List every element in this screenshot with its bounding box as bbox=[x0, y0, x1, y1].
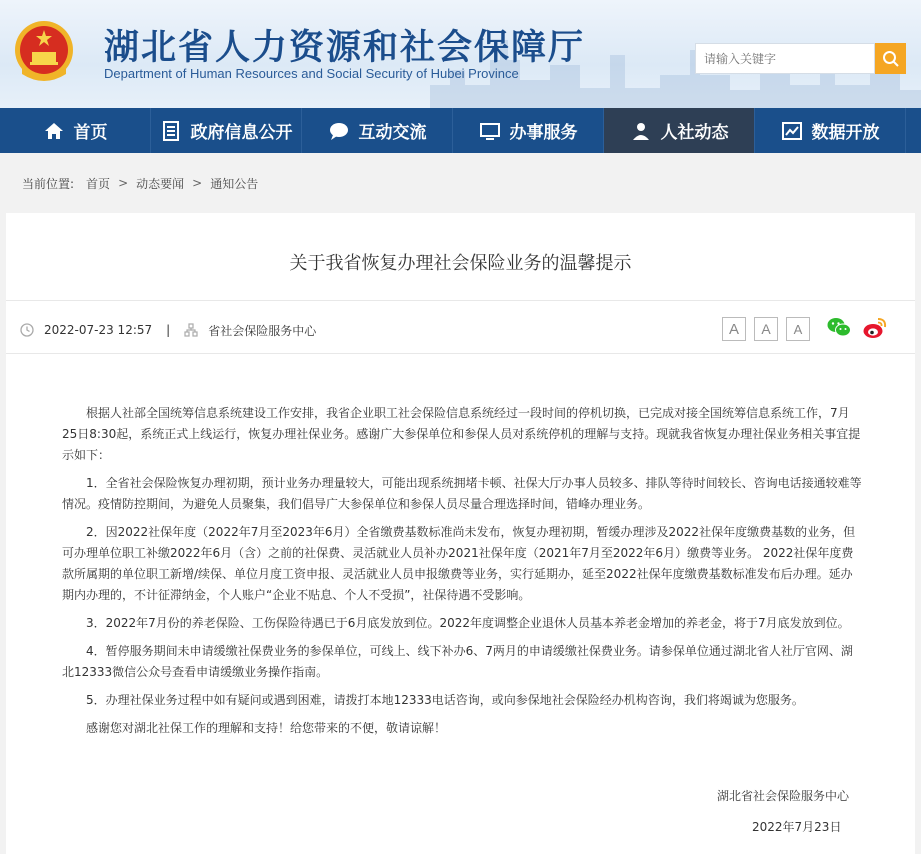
nav-item-services[interactable] bbox=[453, 108, 604, 153]
article-paragraph: 根据人社部全国统筹信息系统建设工作安排，我省企业职工社会保险信息系统经过一段时间的停机切换，已完成对接全国统筹信息系统工作，7月25日8:30起，系统正式上线运行，恢复办理社保业务。感谢广大参保单位和参保人员对系统停机的理解与支持。现就我省恢复办理社保业务相关事宜提示如下： bbox=[62, 406, 861, 462]
monitor-icon bbox=[479, 120, 501, 142]
signature-date: 2022年7月23日 bbox=[752, 820, 842, 834]
breadcrumb-home[interactable]: 首页 bbox=[86, 176, 111, 191]
article-paragraph: 5．办理社保业务过程中如有疑问或遇到困难，请拨打本地12333电话咨询，或向参保地社会保险经办机构咨询，我们将竭诚为您服务。 bbox=[86, 693, 804, 707]
meta-divider: | bbox=[166, 323, 171, 337]
share-buttons bbox=[826, 315, 888, 341]
article-paragraph: 4．暂停服务期间未申请缓缴社保费业务的参保单位，可线上、线下补办6、7两月的申请缓缴社保费业务。请参保单位通过湖北省人社厅官网、湖北12333微信公众号查看申请缓缴业务操作指南。 bbox=[62, 644, 853, 679]
signature-org: 湖北省社会保险服务中心 bbox=[717, 789, 850, 803]
breadcrumb-news[interactable]: 动态要闻 bbox=[136, 176, 185, 191]
font-size-small-button[interactable]: A bbox=[786, 317, 810, 341]
article-paragraph: 感谢您对湖北社保工作的理解和支持！给您带来的不便，敬请谅解！ bbox=[86, 721, 447, 735]
divider bbox=[6, 300, 915, 301]
weibo-icon[interactable] bbox=[862, 315, 888, 341]
font-size-controls bbox=[722, 317, 810, 341]
site-subtitle-en: Department of Human Resources and Social Security of Hubei Province bbox=[104, 66, 519, 81]
breadcrumb bbox=[0, 153, 921, 213]
home-icon bbox=[43, 120, 65, 142]
breadcrumb-notices[interactable]: 通知公告 bbox=[210, 176, 259, 191]
wechat-icon[interactable] bbox=[826, 315, 852, 341]
person-icon bbox=[630, 120, 652, 142]
organization-icon bbox=[184, 323, 198, 337]
nav-label: 首页 bbox=[73, 123, 108, 143]
search-input[interactable] bbox=[695, 43, 875, 74]
chat-bubble-icon bbox=[328, 120, 350, 142]
national-emblem-icon bbox=[12, 18, 76, 86]
breadcrumb-label: 当前位置: bbox=[22, 176, 75, 191]
nav-label: 办事服务 bbox=[509, 123, 578, 143]
article-paragraph: 2．因2022社保年度（2022年7月至2023年6月）全省缴费基数标准尚未发布，恢复办理初期，暂缓办理涉及2022社保年度缴费基数的业务，但可办理单位职工补缴2022年6月（含）之前的社保费、灵活就业人员补办2021社保年度（2021年7月至2022年6月）缴费等业务。 2022社保年度费款所属期的单位职工新增/续保、单位月度工资申报、灵活就业人员申报缴费等业务，实行延期办，延至2022社保年度缴费基数标准发布后办理。延办期内办理的，不计征滞纳金，个人账户“企业不贴息、个人不受损”，社保待遇不受影响。 bbox=[62, 525, 856, 602]
nav-item-open-data[interactable] bbox=[755, 108, 906, 153]
divider bbox=[6, 353, 915, 354]
nav-label: 数据开放 bbox=[811, 123, 880, 143]
site-title: 湖北省人力资源和社会保障厅 bbox=[104, 27, 586, 68]
breadcrumb-separator: > bbox=[192, 176, 203, 190]
article-body bbox=[62, 403, 862, 746]
breadcrumb-separator: > bbox=[118, 176, 129, 190]
document-icon bbox=[160, 120, 182, 142]
font-size-large-button[interactable]: A bbox=[722, 317, 746, 341]
search-icon bbox=[882, 50, 900, 68]
article-title: 关于我省恢复办理社会保险业务的温馨提示 bbox=[289, 253, 632, 274]
clock-icon bbox=[20, 323, 34, 337]
font-size-medium-button[interactable]: A bbox=[754, 317, 778, 341]
nav-label: 互动交流 bbox=[358, 123, 427, 143]
chart-icon bbox=[781, 120, 803, 142]
nav-item-gov-info[interactable] bbox=[151, 108, 302, 153]
nav-label: 人社动态 bbox=[660, 123, 729, 143]
nav-item-interaction[interactable] bbox=[302, 108, 453, 153]
nav-item-home[interactable] bbox=[0, 108, 151, 153]
article-paragraph: 3．2022年7月份的养老保险、工伤保险待遇已于6月底发放到位。2022年度调整企业退休人员基本养老金增加的养老金，将于7月底发放到位。 bbox=[86, 616, 850, 630]
nav-label: 政府信息公开 bbox=[190, 123, 293, 143]
article-source[interactable]: 省社会保险服务中心 bbox=[208, 323, 317, 338]
search-button[interactable] bbox=[875, 43, 906, 74]
site-header bbox=[0, 0, 921, 108]
nav-item-news[interactable] bbox=[604, 108, 755, 153]
main-nav bbox=[0, 108, 921, 153]
article-card bbox=[6, 213, 915, 854]
article-paragraph: 1．全省社会保险恢复办理初期，预计业务办理量较大，可能出现系统拥堵卡顿、社保大厅办事人员较多、排队等待时间较长、咨询电话接通较难等情况。疫情防控期间，为避免人员聚集，我们倡导广大参保单位和参保人员尽量合理选择时间，错峰办理业务。 bbox=[62, 476, 862, 511]
publish-date: 2022-07-23 12:57 bbox=[44, 323, 153, 337]
